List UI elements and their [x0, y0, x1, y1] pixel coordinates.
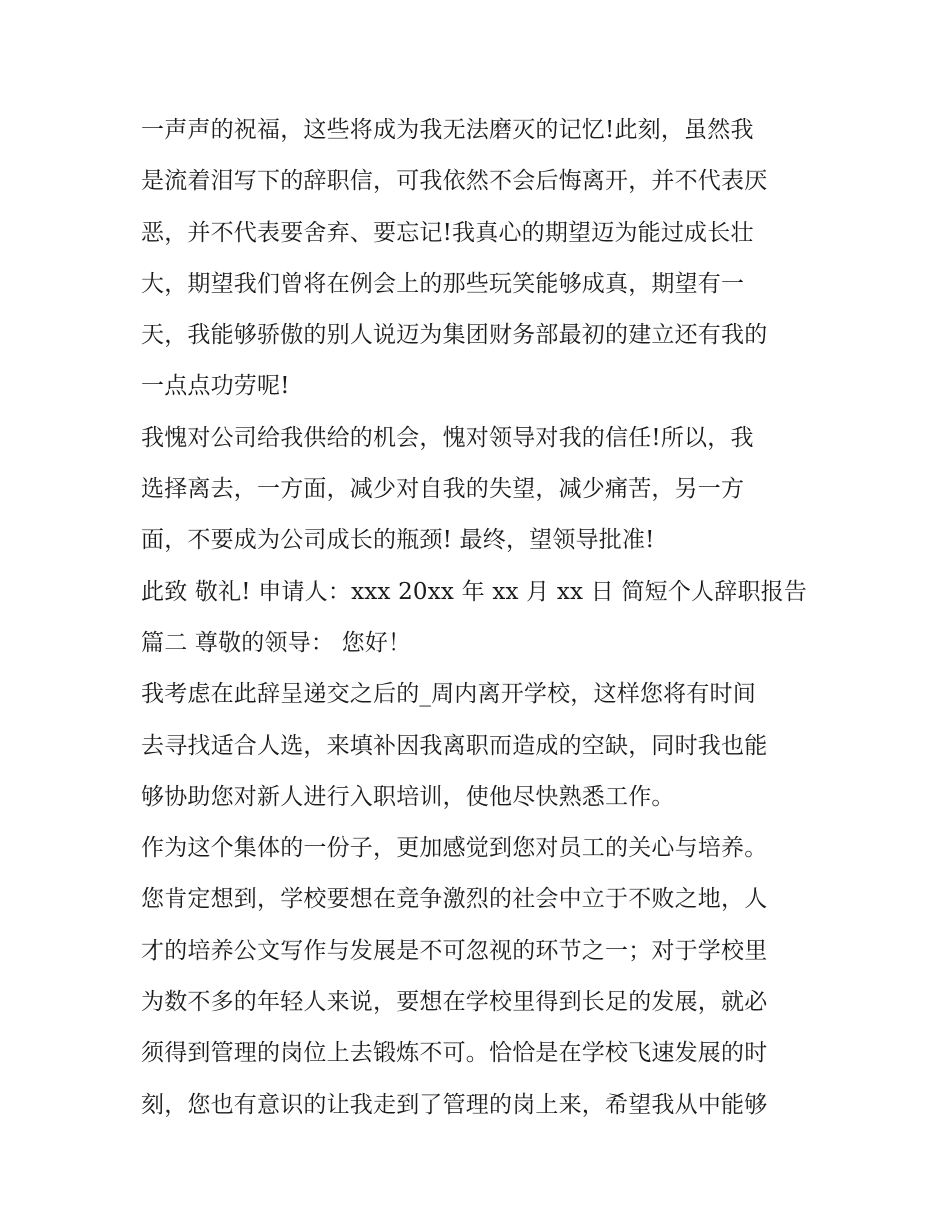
text-line: 作为这个集体的一份子，更加感觉到您对员工的关心与培养。 — [141, 835, 768, 862]
text-line: 我愧对公司给我供给的机会，愧对领导对我的信任!所以，我 — [141, 424, 754, 451]
text-line: 天，我能够骄傲的别人说迈为集团财务部最初的建立还有我的 — [141, 322, 768, 349]
text-line: 够协助您对新人进行入职培训，使他尽快熟悉工作。 — [141, 783, 675, 810]
text-line: 须得到管理的岗位上去锻炼不可。恰恰是在学校飞速发展的时 — [141, 1040, 768, 1067]
text-line: 一声声的祝福，这些将成为我无法磨灭的记忆!此刻，虽然我 — [141, 117, 754, 143]
text-line: 去寻找适合人选，来填补因我离职而造成的空缺，同时我也能 — [141, 732, 768, 759]
text-line: 才的培养公文写作与发展是不可忽视的环节之一；对于学校里 — [141, 937, 768, 964]
body-text — [141, 105, 821, 1131]
text-line: 恶，并不代表要舍弃、要忘记!我真心的期望迈为能过成长壮 — [141, 219, 754, 246]
text-line: 是流着泪写下的辞职信，可我依然不会后悔离开，并不代表厌 — [141, 168, 768, 195]
text-line: 您肯定想到，学校要想在竞争激烈的社会中立于不败之地，人 — [141, 886, 768, 913]
text-line: 面，不要成为公司成长的瓶颈! 最终，望领导批准! — [141, 527, 655, 554]
text-line: 为数不多的年轻人来说，要想在学校里得到长足的发展，就必 — [141, 989, 768, 1016]
text-line: 刻，您也有意识的让我走到了管理的岗上来，希望我从中能够 — [141, 1091, 768, 1118]
text-line: 选择离去，一方面，减少对自我的失望，减少痛苦，另一方 — [141, 476, 745, 503]
text-line: 一点点功劳呢! — [141, 373, 290, 400]
text-line: 大，期望我们曾将在例会上的那些玩笑能够成真，期望有一 — [141, 270, 745, 297]
text-line: 此致 敬礼! 申请人：xxx 20xx 年 xx 月 xx 日 简短个人辞职报告 — [141, 578, 808, 605]
text-line: 我考虑在此辞呈递交之后的_周内离开学校，这样您将有时间 — [141, 681, 756, 708]
text-line: 篇二 尊敬的领导： 您好！ — [141, 629, 412, 656]
